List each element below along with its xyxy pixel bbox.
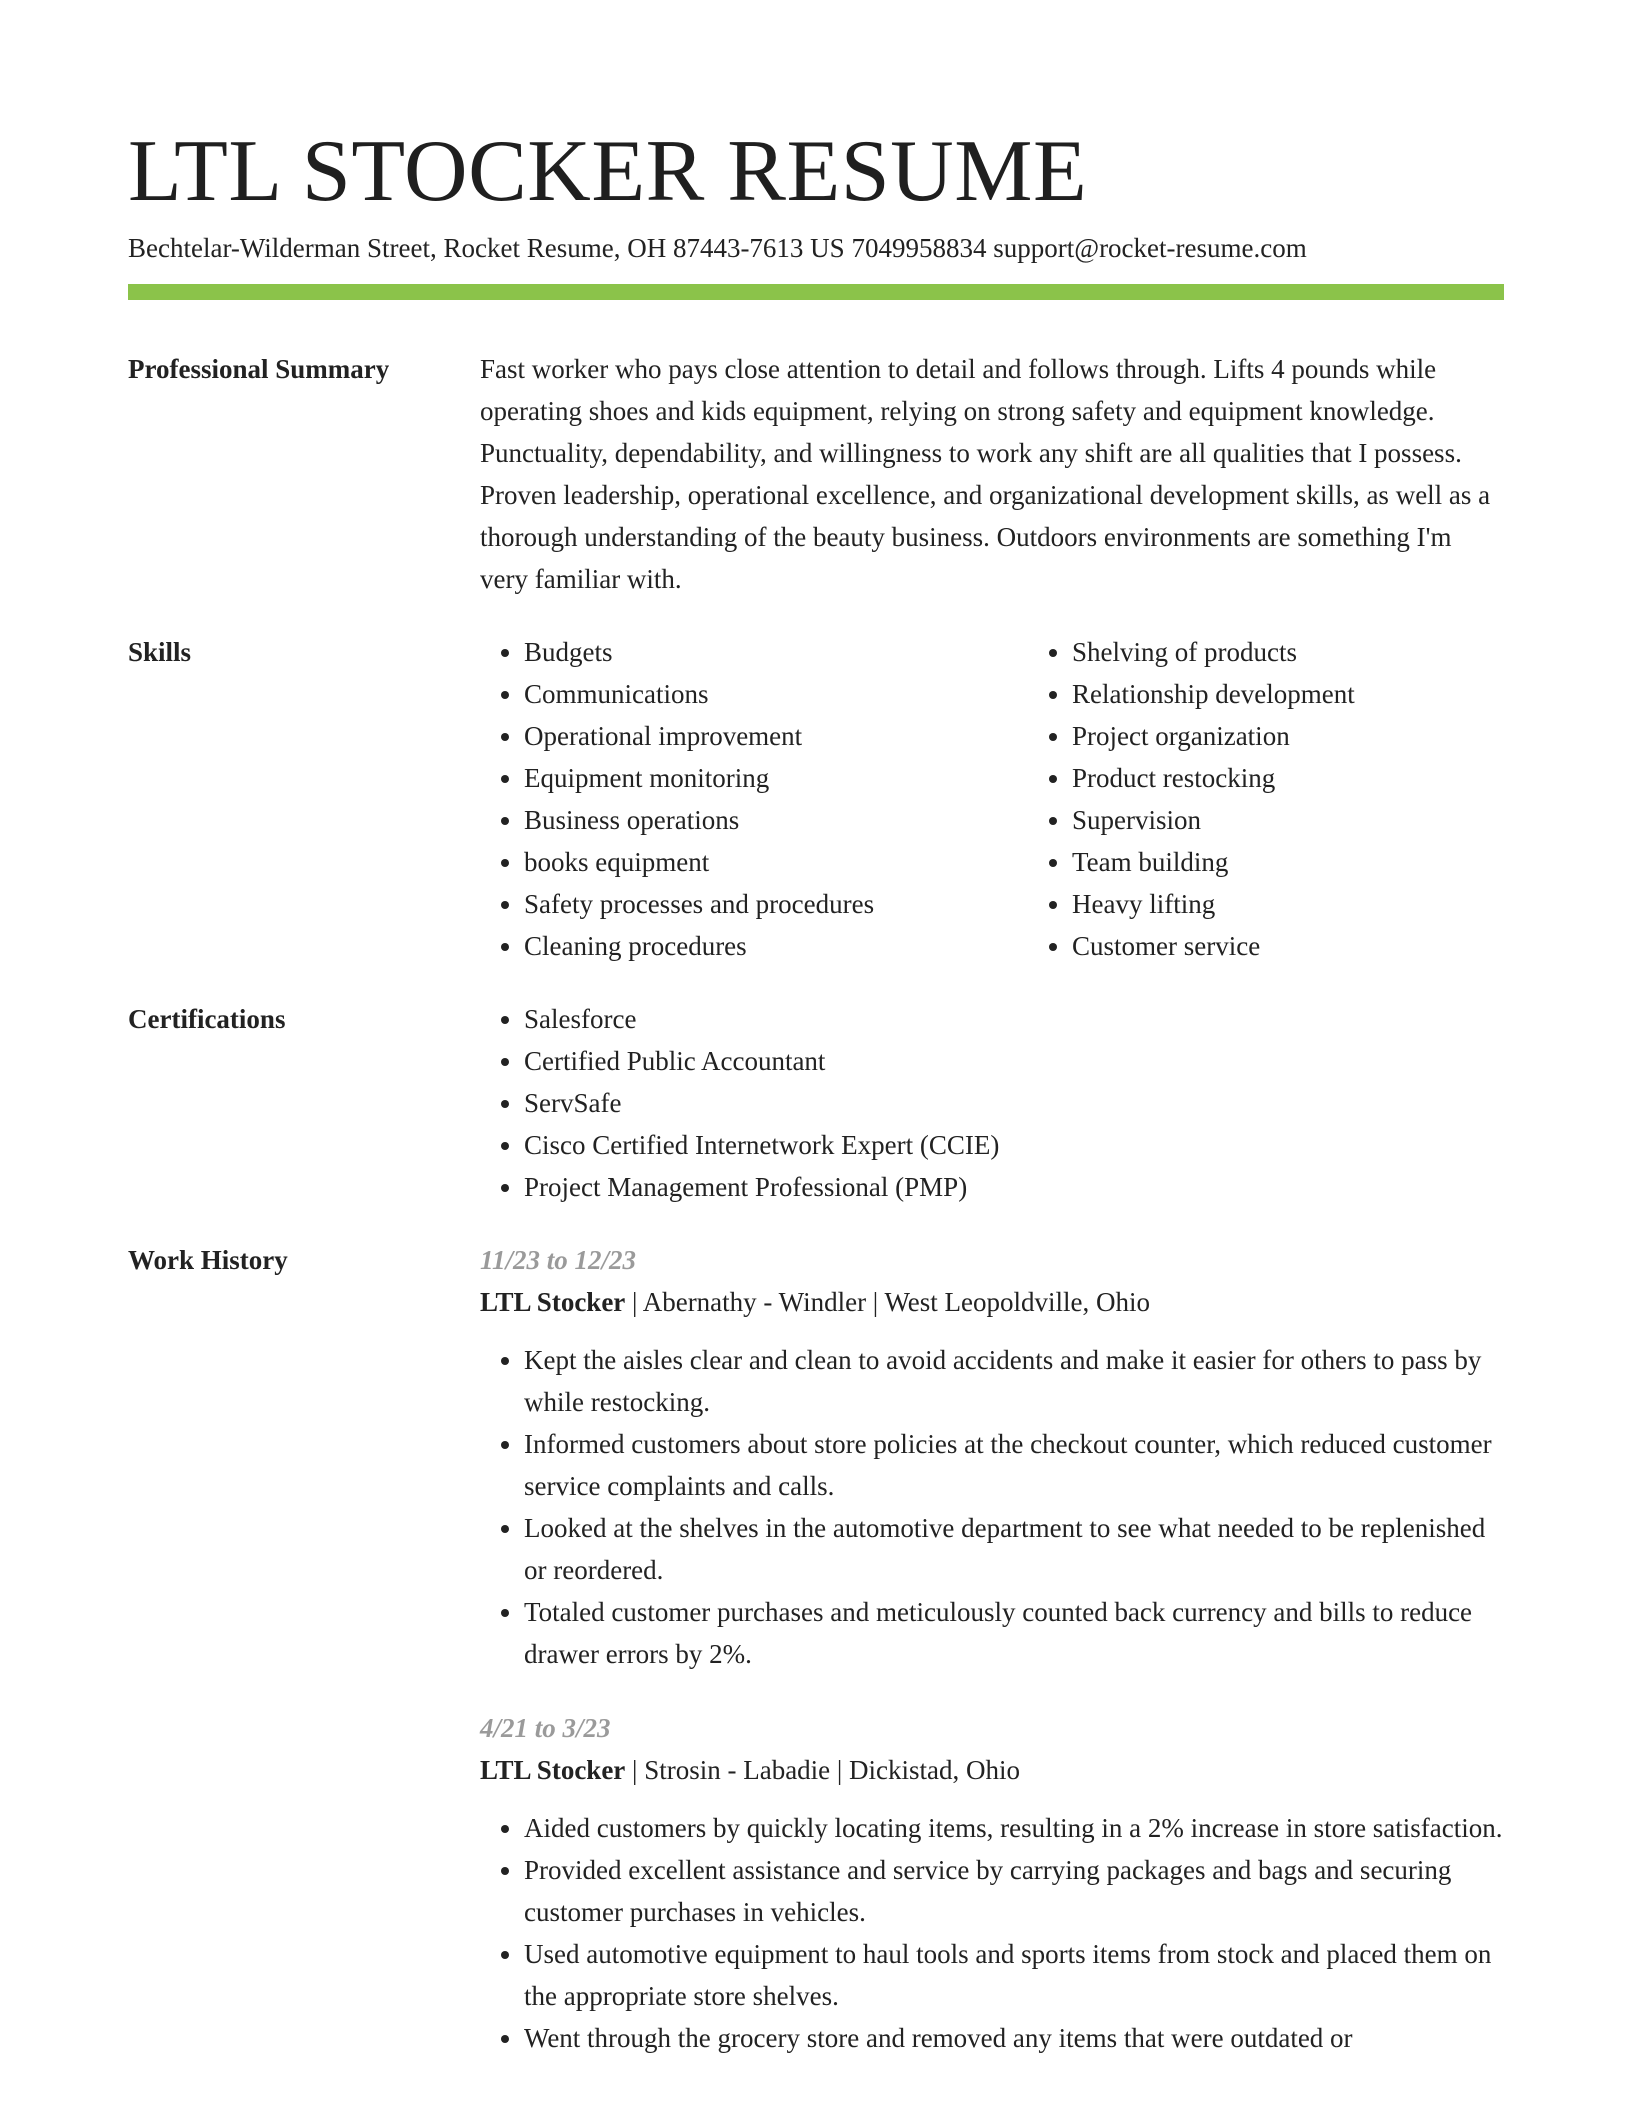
job-title-line	[480, 1281, 1504, 1323]
job-bullet: • Looked at the shelves in the automotive department to see what needed to be replenished or reordered.	[524, 1507, 1504, 1591]
job-bullet: • Informed customers about store policies at the checkout counter, which reduced customer service complaints and calls.	[524, 1423, 1504, 1507]
certifications-list	[480, 998, 1504, 1208]
job-title-line	[480, 1749, 1504, 1791]
job-employer-location: | Strosin - Labadie | Dickistad, Ohio	[625, 1755, 1021, 1785]
skills-list-right	[1028, 631, 1576, 967]
job-employer-location: | Abernathy - Windler | West Leopoldville, Ohio	[625, 1287, 1151, 1317]
certification-item: • ServSafe	[524, 1082, 1504, 1124]
skill-item: • Shelving of products	[1072, 631, 1576, 673]
skill-item: • Communications	[524, 673, 1028, 715]
skills-columns	[480, 631, 1576, 967]
job-bullet: • Provided excellent assistance and service by carrying packages and bags and securing customer purchases in vehicles.	[524, 1849, 1504, 1933]
skills-section	[128, 631, 1504, 967]
job-bullet: • Used automotive equipment to haul tools and sports items from stock and placed them on the appropriate store shelves.	[524, 1933, 1504, 2017]
job-bullet: • Kept the aisles clear and clean to avoid accidents and make it easier for others to pass by while restocking.	[524, 1339, 1504, 1423]
work-history-section	[128, 1239, 1504, 2059]
skill-item: • Supervision	[1072, 799, 1576, 841]
contact-line: Bechtelar-Wilderman Street, Rocket Resume, OH 87443-7613 US 7049958834 support@rocket-resume.com	[128, 233, 1307, 263]
job-entry	[480, 1239, 1504, 1675]
job-dates: 11/23 to 12/23	[480, 1245, 637, 1275]
section-label-certifications: Certifications	[128, 1004, 286, 1034]
certification-item: • Salesforce	[524, 998, 1504, 1040]
certification-item: • Certified Public Accountant	[524, 1040, 1504, 1082]
skill-item: • books equipment	[524, 841, 1028, 883]
skill-item: • Project organization	[1072, 715, 1576, 757]
section-label-work-history: Work History	[128, 1245, 288, 1275]
skill-item: • Cleaning procedures	[524, 925, 1028, 967]
work-history-body	[480, 1239, 1504, 2059]
summary-text: Fast worker who pays close attention to detail and follows through. Lifts 4 pounds while operating shoes and kids equipment, relying on strong safety and equipment knowledge. Punctuality, dependability, and willingness to work any shift are all qualities that I possess. Proven leadership, operational excellence, and organizational development skills, as well as a thorough understanding of the beauty business. Outdoors environments are something I'm very familiar with.	[480, 354, 1491, 594]
certifications-body	[480, 998, 1504, 1208]
skill-item: • Relationship development	[1072, 673, 1576, 715]
resume-title: LTL STOCKER RESUME	[128, 123, 1088, 220]
certification-item: • Cisco Certified Internetwork Expert (CCIE)	[524, 1124, 1504, 1166]
job-bullet: • Aided customers by quickly locating items, resulting in a 2% increase in store satisfaction.	[524, 1807, 1504, 1849]
job-bullet: • Totaled customer purchases and meticulously counted back currency and bills to reduce drawer errors by 2%.	[524, 1591, 1504, 1675]
job-role: LTL Stocker	[480, 1755, 626, 1785]
summary-body	[480, 348, 1504, 600]
skill-item: • Budgets	[524, 631, 1028, 673]
section-label-skills: Skills	[128, 637, 192, 667]
section-label-summary: Professional Summary	[128, 354, 390, 384]
job-bullet-list	[480, 1807, 1504, 2059]
skill-item: • Customer service	[1072, 925, 1576, 967]
skill-item: • Product restocking	[1072, 757, 1576, 799]
summary-section	[128, 348, 1504, 600]
job-bullet: • Went through the grocery store and removed any items that were outdated or	[524, 2017, 1504, 2059]
skill-item: • Team building	[1072, 841, 1576, 883]
job-dates: 4/21 to 3/23	[480, 1713, 611, 1743]
certifications-section	[128, 998, 1504, 1208]
skill-item: • Equipment monitoring	[524, 757, 1028, 799]
skill-item: • Operational improvement	[524, 715, 1028, 757]
certification-item: • Project Management Professional (PMP)	[524, 1166, 1504, 1208]
job-role: LTL Stocker	[480, 1287, 626, 1317]
accent-divider	[128, 284, 1504, 300]
skills-list-left	[480, 631, 1028, 967]
job-entry	[480, 1707, 1504, 2059]
skill-item: • Business operations	[524, 799, 1028, 841]
skill-item: • Safety processes and procedures	[524, 883, 1028, 925]
resume-page	[128, 122, 1504, 2059]
skill-item: • Heavy lifting	[1072, 883, 1576, 925]
job-bullet-list	[480, 1339, 1504, 1675]
